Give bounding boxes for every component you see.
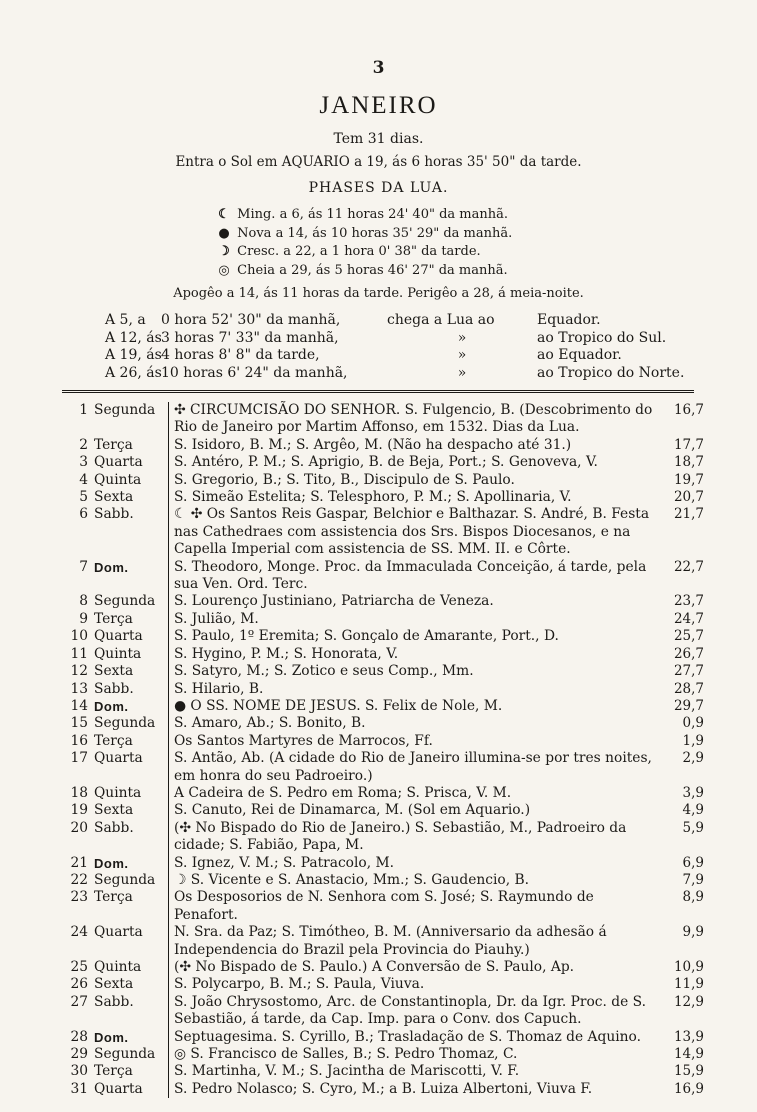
weekday: Sabb.	[93, 681, 169, 698]
day-number: 26	[70, 976, 88, 993]
month-title: JANEIRO	[319, 92, 438, 119]
calendar-row	[62, 1063, 704, 1080]
day-number: 4	[79, 471, 88, 488]
weekday: Quarta	[93, 750, 169, 785]
equator-time: 0 hora 52' 30" da manhã,	[161, 312, 341, 328]
equator-row	[105, 365, 725, 383]
day-number: 29	[70, 1046, 88, 1063]
feast-text: (✣ No Bispado de S. Paulo.) A Conversão de S. Paulo, Ap.	[174, 959, 575, 975]
moon-new-icon: ●	[218, 225, 230, 241]
day-number: 14	[70, 697, 88, 714]
calendar-row	[62, 802, 704, 819]
equator-time: 10 horas 6' 24" da manhã,	[161, 364, 348, 381]
weekday: Terça	[93, 1063, 169, 1080]
calendar-row	[62, 506, 704, 558]
feast-text: S. Gregorio, B.; S. Tito, B., Discipulo de S. Paulo.	[174, 471, 515, 488]
day-number: 17	[70, 750, 88, 767]
day-number: 6	[79, 506, 88, 523]
moon-age: 20,7	[673, 489, 704, 506]
calendar-table	[62, 402, 704, 1098]
weekday: Terça	[93, 437, 169, 454]
feast-text: S. Antão, Ab. (A cidade do Rio de Janeiro illumina-se por tres noites, em honra do seu Padroeiro.)	[174, 750, 652, 784]
day-number: 10	[70, 628, 88, 645]
feast-text: S. João Chrysostomo, Arc. de Constantinopla, Dr. da Igr. Proc. de S. Sebastião, á tarde, da Cap. Imp. para o Conv. dos Capuch.	[174, 993, 647, 1028]
moon-age: 13,9	[673, 1028, 704, 1045]
moon-age: 15,9	[673, 1063, 704, 1080]
moon-full-icon: ◎	[218, 262, 230, 278]
calendar-row	[62, 454, 704, 471]
feast-text: S. Polycarpo, B. M.; S. Paula, Viuva.	[174, 976, 425, 993]
day-number: 2	[79, 436, 88, 453]
day-number: 20	[70, 819, 88, 836]
feast-text: S. Paulo, 1º Eremita; S. Gonçalo de Amarante, Port., D.	[174, 628, 559, 645]
feast-text: S. Pedro Nolasco; S. Cyro, M.; a B. Luiza Albertoni, Viuva F.	[174, 1080, 593, 1097]
calendar-row	[62, 750, 704, 785]
phases-title: PHASES DA LUA.	[308, 180, 449, 196]
calendar-row	[62, 628, 704, 645]
feast-text: S. Lourenço Justiniano, Patriarcha de Veneza.	[174, 593, 494, 610]
moon-age: 29,7	[673, 697, 704, 714]
feast-text: S. Satyro, M.; S. Zotico e seus Comp., Mm.	[174, 663, 474, 680]
weekday: Segunda	[93, 715, 169, 732]
moon-age: 18,7	[673, 454, 704, 471]
moon-age: 25,7	[673, 628, 704, 645]
weekday: Segunda	[93, 872, 169, 889]
day-number: 28	[70, 1028, 88, 1045]
day-number: 21	[70, 854, 88, 871]
calendar-row	[62, 437, 704, 454]
lunar-equator-table	[105, 312, 725, 382]
moon-age: 19,7	[673, 471, 704, 488]
equator-day: A 5, a	[105, 312, 146, 328]
equator-row	[105, 330, 725, 348]
weekday: Segunda	[93, 593, 169, 610]
weekday: Terça	[93, 611, 169, 628]
equator-row	[105, 347, 725, 365]
day-number: 22	[70, 871, 88, 888]
moon-phases	[215, 206, 635, 280]
day-number: 13	[70, 680, 88, 697]
feast-text: S. Simeão Estelita; S. Telesphoro, P. M.; S. Apollinaria, V.	[174, 489, 572, 506]
calendar-row	[62, 1046, 704, 1063]
moon-age: 28,7	[673, 680, 704, 697]
weekday: Quinta	[93, 472, 169, 489]
feast-text: ☾ ✣ Os Santos Reis Gaspar, Belchior e Balthazar. S. André, B. Festa nas Cathedraes com assistencia dos Srs. Bispos Diocesanos, e na Capella Imperial com assistencia de SS. MM. II. e Côrte.	[174, 506, 650, 558]
apogee-perigee: Apogêo a 14, ás 11 horas da tarde. Perigêo a 28, á meia-noite.	[173, 286, 584, 301]
weekday: Quarta	[93, 1081, 169, 1098]
feast-text: S. Theodoro, Monge. Proc. da Immaculada Conceição, á tarde, pela sua Ven. Ord. Terc.	[174, 558, 647, 593]
weekday: Quarta	[93, 628, 169, 645]
feast-text: S. Amaro, Ab.; S. Bonito, B.	[174, 715, 366, 732]
feast-text: S. Martinha, V. M.; S. Jacintha de Mariscotti, V. F.	[174, 1063, 520, 1080]
feast-text: S. Antéro, P. M.; S. Aprigio, B. de Beja, Port.; S. Genoveva, V.	[174, 454, 598, 471]
day-number: 5	[79, 489, 88, 506]
calendar-row	[62, 698, 704, 715]
equator-day: A 12, ás	[105, 329, 162, 346]
moon-age: 26,7	[673, 645, 704, 662]
day-number: 12	[70, 663, 88, 680]
day-number: 8	[79, 593, 88, 610]
page-number: 3	[372, 58, 385, 78]
phase-row	[215, 225, 635, 244]
day-number: 9	[79, 610, 88, 627]
weekday: Sexta	[93, 663, 169, 680]
calendar-row	[62, 663, 704, 680]
weekday: Sexta	[93, 802, 169, 819]
calendar-row	[62, 593, 704, 610]
weekday: Sexta	[93, 976, 169, 993]
calendar-row	[62, 1081, 704, 1098]
equator-place: ao Equador.	[537, 347, 622, 363]
phase-row	[215, 262, 635, 281]
weekday: Segunda	[93, 1046, 169, 1063]
day-number: 11	[70, 645, 88, 662]
phase-text: Ming. a 6, ás 11 horas 24' 40" da manhã.	[237, 207, 508, 222]
moon-age: 4,9	[682, 802, 704, 819]
calendar-row	[62, 820, 704, 855]
calendar-row	[62, 733, 704, 750]
calendar-row	[62, 785, 704, 802]
moon-age: 27,7	[673, 663, 704, 680]
moon-age: 16,9	[673, 1080, 704, 1097]
equator-place: ao Tropico do Sul.	[537, 329, 667, 346]
phase-text: Nova a 14, ás 10 horas 35' 29" da manhã.	[237, 225, 513, 241]
feast-text: S. Hygino, P. M.; S. Honorata, V.	[174, 645, 399, 662]
calendar-row	[62, 681, 704, 698]
divider-rule	[62, 390, 694, 393]
phase-text: Cheia a 29, ás 5 horas 46' 27" da manhã.	[237, 262, 508, 278]
equator-time: 3 horas 7' 33" da manhã,	[161, 329, 339, 346]
feast-text: ◎ S. Francisco de Salles, B.; S. Pedro Thomaz, C.	[174, 1046, 518, 1063]
weekday: Quinta	[93, 959, 169, 976]
moon-age: 11,9	[673, 976, 704, 993]
moon-age: 1,9	[682, 732, 704, 749]
feast-text: ● O SS. NOME DE JESUS. S. Felix de Nole, M.	[174, 697, 503, 714]
day-number: 7	[79, 558, 88, 575]
moon-age: 0,9	[682, 715, 704, 732]
moon-age: 14,9	[673, 1046, 704, 1063]
equator-place: Equador.	[537, 312, 601, 328]
moon-waxing-icon: ☽	[218, 244, 230, 259]
moon-age: 2,9	[682, 750, 704, 767]
feast-text: Os Desposorios de N. Senhora com S. José; S. Raymundo de Penafort.	[174, 889, 594, 923]
moon-age: 21,7	[673, 506, 704, 523]
feast-text: S. Isidoro, B. M.; S. Argêo, M. (Não ha despacho até 31.)	[174, 436, 572, 453]
equator-dir: »	[457, 347, 467, 363]
calendar-row	[62, 959, 704, 976]
day-number: 1	[79, 402, 88, 418]
days-count: Tem 31 dias.	[333, 131, 424, 147]
day-number: 3	[79, 454, 88, 471]
moon-age: 8,9	[682, 889, 704, 906]
weekday: Sabb.	[93, 506, 169, 558]
day-number: 24	[70, 924, 88, 941]
moon-age: 22,7	[673, 558, 704, 575]
day-number: 31	[70, 1080, 88, 1097]
calendar-row	[62, 559, 704, 594]
moon-age: 9,9	[682, 924, 704, 941]
moon-age: 17,7	[673, 436, 704, 453]
calendar-row	[62, 924, 704, 959]
day-number: 16	[70, 732, 88, 749]
feast-text: Os Santos Martyres de Marrocos, Ff.	[174, 732, 433, 749]
feast-text: A Cadeira de S. Pedro em Roma; S. Prisca, V. M.	[174, 784, 512, 801]
day-number: 25	[70, 959, 88, 975]
weekday: Quarta	[93, 454, 169, 471]
weekday: Dom.	[93, 559, 169, 594]
equator-place: ao Tropico do Norte.	[537, 364, 685, 381]
moon-age: 3,9	[682, 784, 704, 801]
equator-row	[105, 312, 725, 330]
weekday: Quinta	[93, 785, 169, 802]
equator-dir: chega a Lua ao	[387, 312, 495, 328]
calendar-row	[62, 1029, 704, 1046]
calendar-row	[62, 889, 704, 924]
moon-age: 6,9	[682, 854, 704, 871]
calendar-row	[62, 715, 704, 732]
weekday: Dom.	[93, 1029, 169, 1046]
day-number: 19	[70, 802, 88, 819]
feast-text: N. Sra. da Paz; S. Timótheo, B. M. (Anniversario da adhesão á Independencia do Brazil pela Provincia do Piauhy.)	[174, 924, 607, 958]
calendar-row	[62, 611, 704, 628]
moon-age: 23,7	[673, 593, 704, 610]
calendar-row	[62, 402, 704, 437]
weekday: Dom.	[93, 698, 169, 715]
calendar-row	[62, 646, 704, 663]
equator-day: A 19, ás	[105, 347, 162, 363]
equator-dir: »	[457, 364, 467, 381]
weekday: Terça	[93, 733, 169, 750]
moon-age: 16,7	[673, 402, 704, 418]
calendar-row	[62, 489, 704, 506]
feast-text: S. Canuto, Rei de Dinamarca, M. (Sol em Aquario.)	[174, 802, 531, 819]
weekday: Sabb.	[93, 994, 169, 1029]
moon-age: 12,9	[673, 993, 704, 1010]
weekday: Sabb.	[93, 820, 169, 855]
feast-text: S. Ignez, V. M.; S. Patracolo, M.	[174, 854, 394, 871]
feast-text: Septuagesima. S. Cyrillo, B.; Trasladação de S. Thomaz de Aquino.	[174, 1028, 641, 1045]
day-number: 23	[70, 889, 88, 906]
equator-dir: »	[457, 329, 467, 346]
calendar-row	[62, 994, 704, 1029]
day-number: 15	[70, 715, 88, 732]
phase-row	[215, 206, 635, 225]
day-number: 27	[70, 993, 88, 1010]
moon-age: 24,7	[673, 610, 704, 627]
feast-text: ☽ S. Vicente e S. Anastacio, Mm.; S. Gaudencio, B.	[174, 871, 530, 888]
feast-text: S. Hilario, B.	[174, 680, 264, 697]
moon-age: 7,9	[682, 871, 704, 888]
moon-age: 10,9	[673, 959, 704, 975]
calendar-row	[62, 872, 704, 889]
day-number: 30	[70, 1063, 88, 1080]
moon-waning-icon: ☾	[218, 207, 230, 222]
weekday: Terça	[93, 889, 169, 924]
weekday: Sexta	[93, 489, 169, 506]
weekday: Dom.	[93, 855, 169, 872]
calendar-row	[62, 976, 704, 993]
feast-text: (✣ No Bispado do Rio de Janeiro.) S. Sebastião, M., Padroeiro da cidade; S. Fabião, Papa, M.	[174, 819, 627, 854]
feast-text: S. Julião, M.	[174, 610, 259, 627]
equator-day: A 26, ás	[105, 364, 162, 381]
sun-entry: Entra o Sol em AQUARIO a 19, ás 6 horas 35' 50" da tarde.	[175, 154, 582, 170]
moon-age: 5,9	[682, 819, 704, 836]
calendar-row	[62, 472, 704, 489]
feast-text: ✣ CIRCUMCISÃO DO SENHOR. S. Fulgencio, B. (Descobrimento do Rio de Janeiro por Martim Affonso, em 1532. Dias da Lua.	[174, 402, 653, 436]
phase-text: Cresc. a 22, a 1 hora 0' 38" da tarde.	[237, 244, 481, 259]
equator-time: 4 horas 8' 8" da tarde,	[161, 347, 320, 363]
weekday: Quarta	[93, 924, 169, 959]
weekday: Quinta	[93, 646, 169, 663]
day-number: 18	[70, 784, 88, 801]
calendar-row	[62, 855, 704, 872]
weekday: Segunda	[93, 402, 169, 437]
phase-row	[215, 243, 635, 262]
